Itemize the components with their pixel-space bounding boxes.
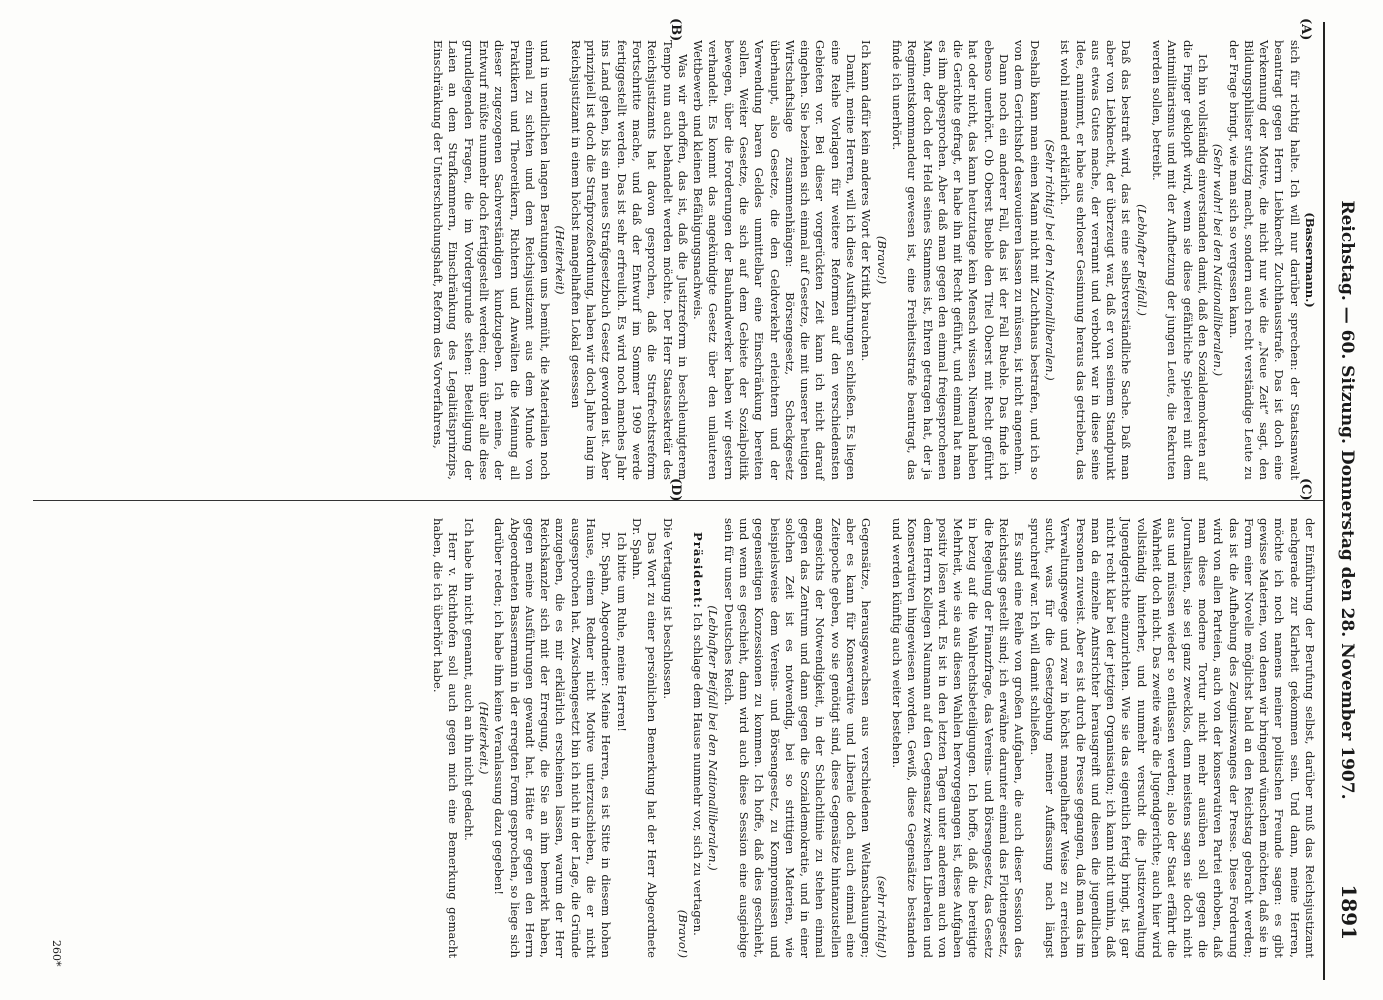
body-paragraph: Dann noch ein anderer Fall, das ist der Fall Bueble. Das finde ich ebenso unerhört. Ob Oberst Bueble den Titel Oberst mit Recht geführt hat oder nicht, das kann heutzutage kein Mensch wissen. Niemand haben die Gerichte gefragt, er habe ihn mit Recht geführt, und einmal hat man es ihm abgesprochen. Aber daß man gegen den einmal freigesprochenen Mann, der doch der Held seines Stammes ist, Ehren getragen hat, der ja Regimentskommandeur gewesen ist, eine Freiheitsstrafe beantragt, das finde ich unerhört.: [889, 40, 1012, 480]
president-text: Ich schlage dem Hause nunmehr vor, sich zu vertagen.: [691, 608, 706, 936]
header-rule: [1323, 22, 1325, 980]
interjection: (Sehr wahr! bei den Nationalliberalen.): [1211, 143, 1226, 377]
president-label: Präsident:: [691, 532, 706, 609]
body-paragraph: Ich habe ihn nicht genannt, auch an ihn nicht gedacht.: [461, 518, 476, 841]
margin-mark-a: (A): [1298, 18, 1313, 41]
body-paragraph: Deshalb kann man einen Mann nicht mit Zuchthaus bestrafen, und ich so von dem Gerichtshof desavouieren lassen zu müssen, ist nicht angenehm.: [1012, 40, 1042, 480]
interjection: (Lebhafter Beifall.): [1134, 204, 1149, 316]
body-paragraph: Herr v. Richthofen soll auch gegen mich eine Bemerkung gemacht haben, die ich überhört habe.: [431, 518, 461, 958]
body-paragraph: Damit, meine Herren, will ich diese Ausführungen schließen. Es liegen eine Reihe Vorlagen für weitere Reformen auf den verschiedensten Gebieten vor. Bei dieser vorgerückten Zeit kann ich nicht darauf eingehen. Sie beziehen sich einmal auf Gesetze, die mit unserer heutigen Wirtschaftslage zusammenhängen: Börsengesetz, Scheckgesetz überhaupt, also Gesetze, die den Geldverkehr erleichtern und der Verwendung baren Geldes unmittelbar eine Einschränkung bereiten sollen. Weiter Gesetze, die sich auf dem Gebiete der Sozialpolitik bewegen, über die Forderungen der Bauhandwerker haben wir gestern verhandelt. Es kommt das angekündigte Gesetz über den unlauteren Wettbewerb und kleinen Befähigungsnachweis.: [691, 40, 859, 480]
body-paragraph: Dr. Spahn, Abgeordneter: Meine Herren, es ist Sitte in diesem hohen Hause, einem Redner nicht Motive unterzuschieben, die er nicht ausgesprochen hat. Zwischengesetzt bin ich nicht in der Lage, die Gründe anzugeben, die es mir erklärlich erscheinen lassen, warum der Herr Reichskanzler sich mit der Erregung, die Sie an ihm bemerkt haben, gegen meine Ausführungen gewandt hat. Hätte er gegen den Herrn Abgeordneten Bassermann in der erregten Form gesprochen, so liege sich darüber reden; ich habe ihm keine Veranlassung dazu gegeben!: [492, 518, 614, 958]
body-paragraph: Daß das bestraft wird, das ist eine selbstverständliche Sache. Daß man aber von Liebknecht, der überzeugt war, daß er von seinem Standpunkt aus etwas Gutes mache, der verrannt und verbohrt war in diese seine Idee, annimmt, er habe aus ehrloser Gesinnung heraus das getrieben, das ist wohl niemand erklärlich.: [1058, 40, 1134, 480]
interjection: (Lebhafter Beifall bei den Nationalliberalen.): [706, 605, 721, 871]
margin-mark-c: (C): [1298, 478, 1313, 501]
body-paragraph: Gegensätze, herausgewachsen aus verschiedenen Weltanschauungen; aber es kann für Konservative und Liberale doch auch einmal eine Zeitepoche geben, wo sie genötigt sind, diese Gegensätze hintanzustellen angesichts der Notwendigkeit, in der Schlachtlinie zu stehen einmal gegen das Zentrum und dann gegen die Sozialdemokratie, und in einer solchen Zeit ist es notwendig, bei so strittigen Materien, wie beispielsweise dem Vereins- und Börsengesetz, zu Kompromissen und gegenseitigen Konzessionen zu kommen. Ich hoffe, daß dies geschieht, und wenn es geschieht, dann wird auch diese Session eine ausgiebige sein für unser Deutsches Reich.: [721, 518, 874, 958]
sheet-signature: 260*: [50, 940, 63, 967]
body-paragraph: und in unendlichen langen Beratungen uns bemüht, die Materialien noch einmal zu sichten und dem Reichsjustizamt aus dem Munde von Praktikern und Theoretikern, Richtern und Anwälten die Meinung all dieser zugezogenen Sachverständigen kundzugeben. Ich meine, der Entwurf müßte nunmehr doch fertiggestellt werden; denn über alle diese grundlegenden Fragen, die im Vordergrunde stehen: Beteiligung der Laien an dem Strafkammern, Einschränkung des Legalitätsprinzips, Einschränkung der Unterschuchungshaft, Reform des Vorverfahrens,: [431, 40, 553, 480]
right-column: [430, 518, 1317, 958]
body-paragraph: Die Vertagung ist beschlossen.: [660, 518, 675, 700]
body-paragraph: Was wir erhoffen, das ist, daß die Justizreform in beschleunigterem Tempo nun auch behandelt werden möchte. Der Herr Staatssekretär des Reichsjustizamts hat davon gesprochen, daß die Strafrechtsreform Fortschritte mache, und daß der Entwurf im Sommer 1909 werde fertiggestellt werden. Das ist sehr erfreulich. Es wird noch manches Jahr ins Land gehen, bis ein neues Strafgesetzbuch Gesetz geworden ist. Aber prinzipiell ist doch die Strafprozeßordnung, haben wir doch Jahre lang im Reichsjustizamt in einem höchst mangelhaften Lokal gesessen: [568, 40, 690, 480]
body-paragraph: Es sind eine Reihe von großen Aufgaben, die auch dieser Session des Reichstags gestellt sind; ich erwähne darunter einmal das Flottengesetz, die Regelung der Finanzfrage, das Vereins- und Börsengesetz, das Gesetz in bezug auf die Wahlrechtsbeteiligungen. Ich hoffe, daß die bereitigte Mehrheit, wie sie aus diesen Wahlen hervorgegangen ist, diese Aufgaben positiv lösen wird. Es ist in den letzten Tagen unter anderem auch von dem Herrn Kollegen Naumann auf den Gegensatz zwischen Liberalen und Konservativen hingewiesen worden. Gewiß, diese Gegensätze bestanden und werden künftig auch weiter bestehen.: [889, 518, 1027, 958]
page-title: Reichstag. — 60. Sitzung. Donnerstag den 28. November 1907.: [1337, 200, 1357, 800]
margin-mark-b: (B): [668, 18, 683, 42]
body-paragraph: Ich bitte um Ruhe, meine Herren!: [614, 532, 629, 732]
interjection: (Sehr richtig! bei den Nationalliberalen.): [1042, 139, 1057, 381]
interjection: (Bravo!): [675, 909, 690, 958]
margin-mark-d: (D): [668, 478, 683, 502]
body-paragraph: Das Wort zu einer persönlichen Bemerkung hat der Herr Abgeordnete Dr. Spahn.: [629, 518, 660, 958]
interjection: (Bravo!): [874, 235, 889, 285]
speaker-heading: (Bassermann.): [1303, 212, 1317, 308]
body-paragraph: Ich kann dafür kein anderes Wort der Kritik brauchen.: [859, 40, 874, 362]
president-remark: [690, 518, 705, 958]
interjection: (sehr richtig!): [874, 875, 889, 958]
body-paragraph: der Einführung der Berufung selbst, darüber muß das Reichsjustizamt nachgerade zur Klarheit gekommen sein. Und dann, meine Herren, möchte ich noch namens meiner politischen Freunde sagen: es gibt gewisse Materien, von denen wir bringend wünschen möchten, daß sie in Form einer Novelle möglichst bald an den Reichstag gebracht werden; das ist die Aufhebung des Zeugniszwanges der Presse. Diese Forderung wird von allen Parteien, auch von der konservativen Partei erhoben, daß man diese moderne Tortur nicht mehr ausüben soll gegen die Journalisten, sie sei ganz zwecklos, denn meistens sagen sie doch nicht aus und müssen wieder so entlassen werden; also der Staat erfährt die Wahrheit doch nicht. Das zweite wäre die Jugendgerichte; auch hier wird vollständig hinterher, und nunmehr versucht die Justizverwaltung Jugendgerichte einzurichten. Wie sie das eigentlich fertig bringt, ist gar nicht recht klar bei der jetzigen Organisation; ich kann nicht umhin, daß man da einzelne Amtsrichter herausgreift und diesen die jugendlichen Personen zuweist. Aber es ist durch die Presse gegangen, daß man das im Verwaltungswege und zwar in höchst mangelhafter Weise zu erreichen sucht, was für die Gesetzgebung meiner Auffassung nach längst spruchreif war. Ich will damit schließen.: [1027, 518, 1317, 958]
interjection: (Heiterkeit): [553, 225, 568, 295]
body-paragraph: sich für richtig halte. Ich will nur darüber sprechen: der Staatsanwalt beantragt gegen Herrn Liebknecht Zuchthausstrafe. Das ist doch eine Verkennung der Motive, die nicht nur wie die „Neue Zeit“ sagt, den Bildungsphilister stutzig macht, sondern auch recht verständige Leute zu der Frage bringt, wie man sich so vergessen kann.: [1226, 40, 1302, 480]
page-number: 1891: [1337, 884, 1361, 940]
interjection: (Heiterkeit.): [476, 701, 491, 775]
body-paragraph: Ich bin vollständig einverstanden damit, daß den Sozialdemokraten auf die Finger geklopft wird, wenn sie diese gefährliche Spielerei mit dem Antimilitarismus und mit der Aufhetzung der jungen Leute, die Rekruten werden sollen, betreibt.: [1150, 40, 1210, 480]
left-column: [430, 40, 1317, 480]
running-head: [1331, 60, 1365, 940]
